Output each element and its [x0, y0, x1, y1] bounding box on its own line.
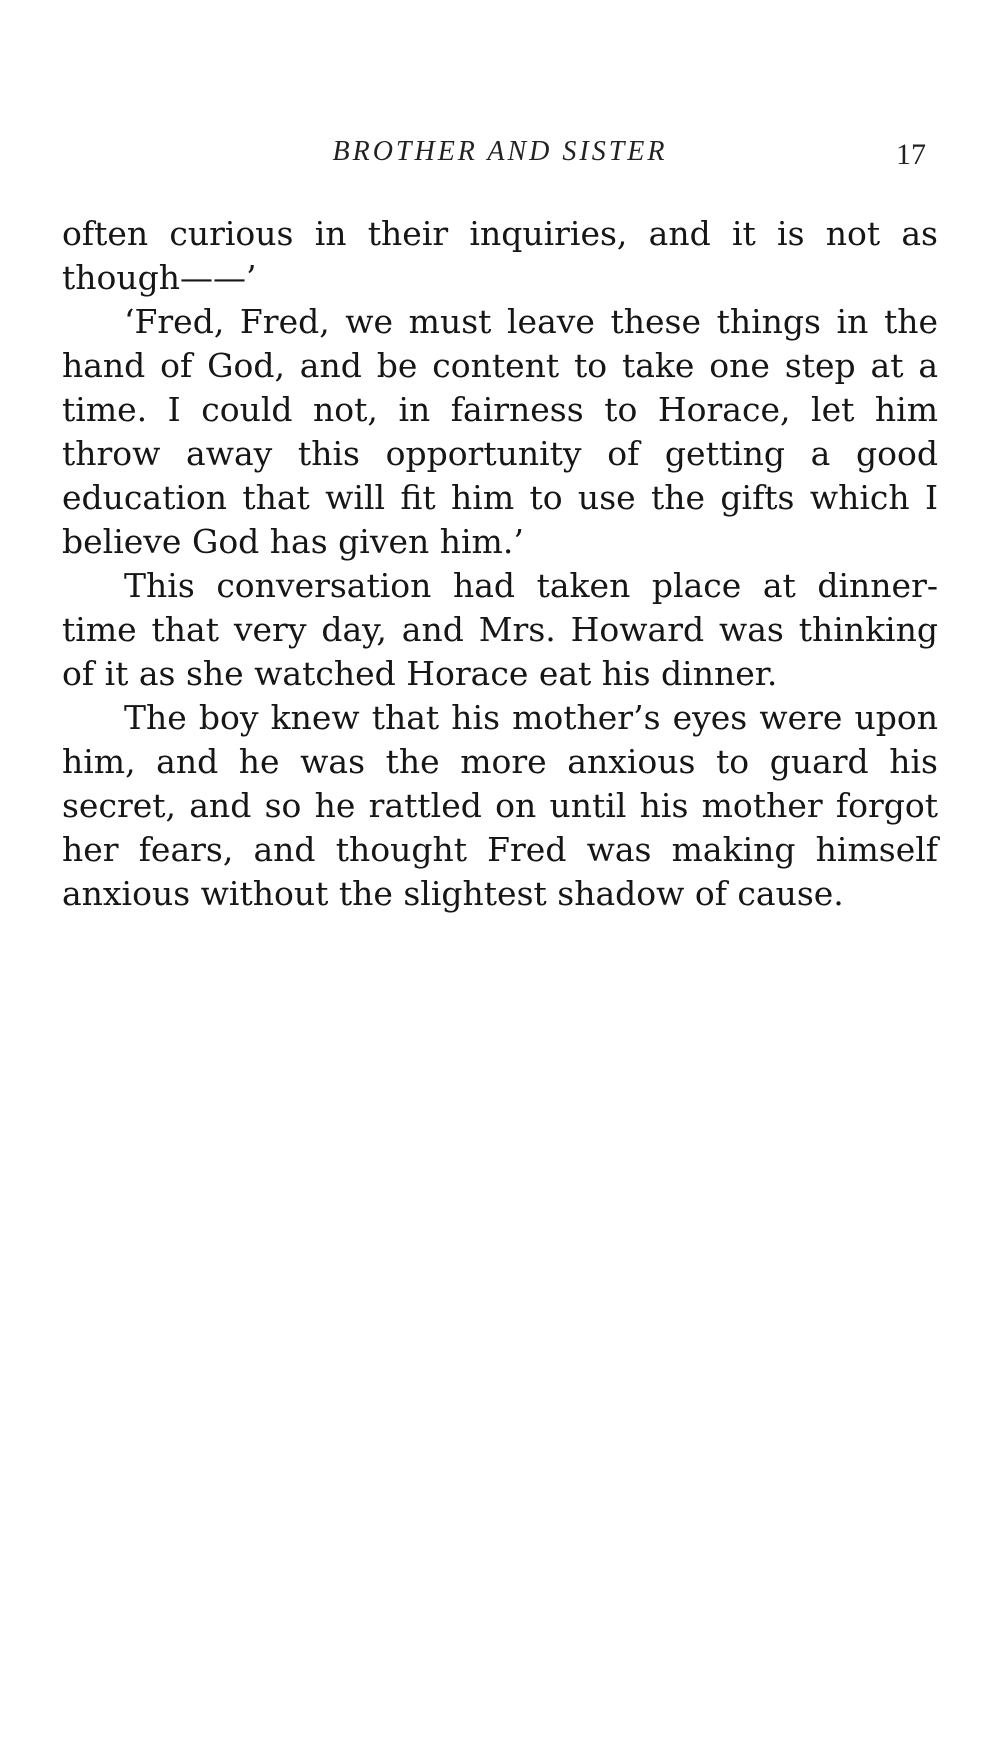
running-header	[62, 136, 938, 180]
paragraph-closing: The boy knew that his mother’s eyes were upon him, and he was the more anxious to guard his secret, and so he rattled on until his mother forgot her fears, and thought Fred was making himself anxious without the slightest shadow of cause.	[62, 698, 938, 913]
page-number: 17	[896, 138, 926, 171]
paragraph-continuation: often curious in their inquiries, and it is not as though——’	[62, 214, 938, 297]
body-text	[62, 212, 938, 916]
running-title: BROTHER AND SISTER	[332, 136, 668, 167]
paragraph-narration: This conversation had taken place at dinner-time that very day, and Mrs. Howard was thinking of it as she watched Horace eat his dinner.	[62, 566, 938, 693]
paragraph-dialogue: ‘Fred, Fred, we must leave these things in the hand of God, and be content to take one step at a time. I could not, in fairness to Horace, let him throw away this opportunity of getting a good education that will fit him to use the gifts which I believe God has given him.’	[62, 302, 938, 561]
